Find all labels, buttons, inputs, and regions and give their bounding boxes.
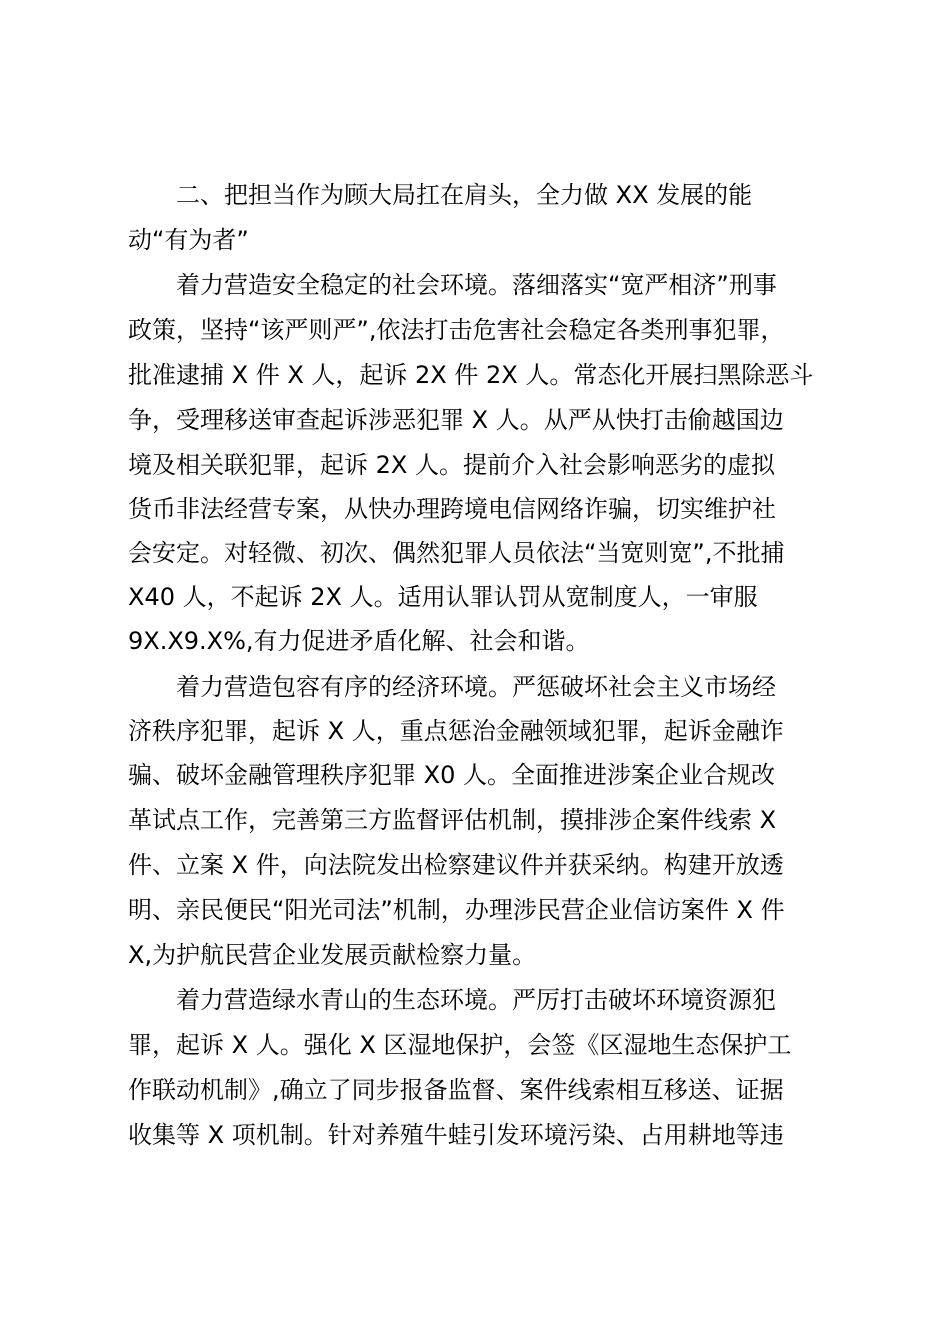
paragraph-3-line-1: 着力营造绿水青山的生态环境。严厉打击破坏环境资源犯 — [176, 986, 776, 1014]
paragraph-1-line-8: X40 人，不起诉 2X 人。适用认罪认罚从宽制度人，一审服 — [128, 583, 758, 611]
paragraph-2-line-7: X,为护航民营企业发展贡献检察力量。 — [128, 941, 537, 969]
paragraph-3-line-4: 收集等 X 项机制。针对养殖牛蛙引发环境污染、占用耕地等违 — [128, 1121, 784, 1149]
paragraph-3-line-3: 作联动机制》,确立了同步报备监督、案件线索相互移送、证据 — [128, 1076, 784, 1104]
paragraph-2-line-1: 着力营造包容有序的经济环境。严惩破坏社会主义市场经 — [176, 673, 776, 701]
paragraph-2-line-6: 明、亲民便民“阳光司法”机制，办理涉民营企业信访案件 X 件 — [128, 896, 785, 924]
paragraph-2-line-4: 革试点工作，完善第三方监督评估机制，摸排涉企案件线索 X — [128, 806, 777, 834]
paragraph-2-line-2: 济秩序犯罪，起诉 X 人，重点惩治金融领域犯罪，起诉金融诈 — [128, 717, 784, 745]
paragraph-1-line-4: 争，受理移送审查起诉涉恶犯罪 X 人。从严从快打击偷越国边 — [128, 406, 784, 434]
paragraph-1-line-6: 货币非法经营专案，从快办理跨境电信网络诈骗，切实维护社 — [128, 495, 776, 523]
paragraph-2-line-5: 件、立案 X 件，向法院发出检察建议件并获采纳。构建开放透 — [128, 851, 784, 879]
paragraph-1-line-3: 批准逮捕 X 件 X 人，起诉 2X 件 2X 人。常态化开展扫黑除恶斗 — [128, 361, 814, 389]
paragraph-1-line-1: 着力营造安全稳定的社会环境。落细落实“宽严相济”刑事 — [176, 271, 777, 299]
paragraph-2-line-3: 骗、破坏金融管理秩序犯罪 X0 人。全面推进涉案企业合规改 — [128, 761, 775, 789]
section-heading-line-1: 二、把担当作为顾大局扛在肩头，全力做 XX 发展的能 — [176, 181, 753, 209]
paragraph-1-line-9: 9X.X9.X%,有力促进矛盾化解、社会和谐。 — [128, 627, 590, 655]
paragraph-1-line-7: 会安定。对轻微、初次、偶然犯罪人员依法“当宽则宽”,不批捕 — [128, 539, 785, 567]
paragraph-1-line-5: 境及相关联犯罪，起诉 2X 人。提前介入社会影响恶劣的虚拟 — [128, 451, 775, 479]
section-heading-line-2: 动“有为者” — [128, 226, 249, 254]
paragraph-1-line-2: 政策，坚持“该严则严”,依法打击危害社会稳定各类刑事犯罪， — [128, 316, 785, 344]
paragraph-3-line-2: 罪，起诉 X 人。强化 X 区湿地保护，会签《区湿地生态保护工 — [128, 1031, 792, 1059]
